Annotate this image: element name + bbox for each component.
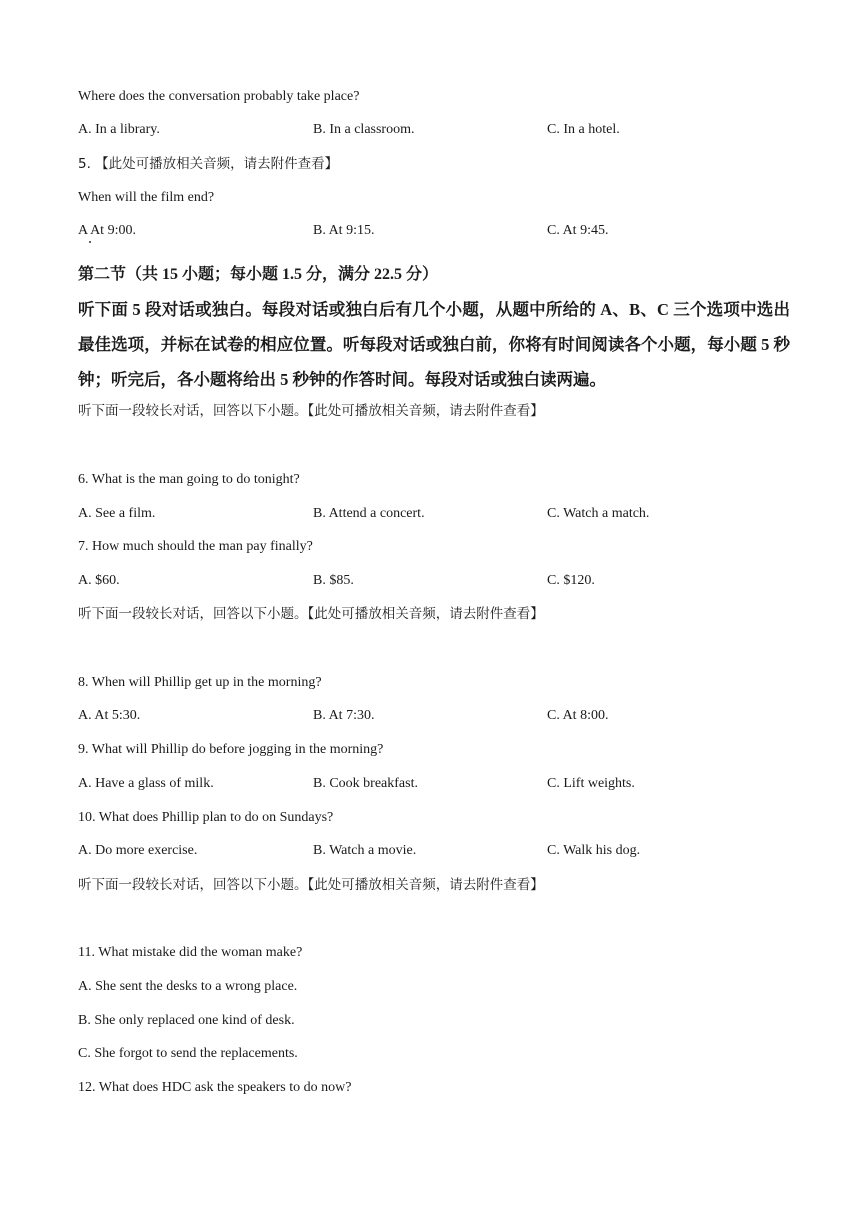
- q5-options: [78, 221, 778, 241]
- q7-question: 7. How much should the man pay finally?: [78, 539, 313, 554]
- q8-option-c: C. At 8:00.: [547, 708, 609, 723]
- q9-option-b: B. Cook breakfast.: [313, 776, 418, 791]
- q6-options: [78, 504, 778, 524]
- q10-options: [78, 841, 778, 861]
- q12-question: 12. What does HDC ask the speakers to do now?: [78, 1080, 352, 1095]
- q9-option-a: A. Have a glass of milk.: [78, 776, 214, 791]
- passage-1-listen-note: 听下面一段较长对话，回答以下小题。【此处可播放相关音频，请去附件查看】: [78, 403, 544, 419]
- q8-options: [78, 706, 778, 726]
- q5-option-a: A At 9:00.: [78, 223, 136, 238]
- q11-option-a: A. She sent the desks to a wrong place.: [78, 979, 298, 994]
- q6-question: 6. What is the man going to do tonight?: [78, 472, 300, 487]
- stray-dot-mark: [89, 241, 91, 243]
- q7-option-a: A. $60.: [78, 573, 120, 588]
- q4-option-a: A. In a library.: [78, 122, 160, 137]
- q7-option-b: B. $85.: [313, 573, 354, 588]
- q5-option-c: C. At 9:45.: [547, 223, 609, 238]
- passage-3-listen-note: 听下面一段较长对话，回答以下小题。【此处可播放相关音频，请去附件查看】: [78, 877, 544, 893]
- q10-question: 10. What does Phillip plan to do on Sundays?: [78, 810, 334, 825]
- q10-option-b: B. Watch a movie.: [313, 843, 417, 858]
- section-2-instructions: 听下面 5 段对话或独白。每段对话或独白后有几个小题，从题中所给的 A、B、C 三个选项中选出最佳选项，并标在试卷的相应位置。听每段对话或独白前，你将有时间阅读各个小题，每小题 5 秒钟；听完后，各小题将给出 5 秒钟的作答时间。每段对话或独白读两遍。: [78, 300, 790, 389]
- q5-option-b: B. At 9:15.: [313, 223, 375, 238]
- q9-question: 9. What will Phillip do before jogging in the morning?: [78, 742, 384, 757]
- q10-option-a: A. Do more exercise.: [78, 843, 198, 858]
- q6-option-b: B. Attend a concert.: [313, 506, 425, 521]
- q9-option-c: C. Lift weights.: [547, 776, 635, 791]
- section-2-title: 第二节（共 15 小题；每小题 1.5 分，满分 22.5 分）: [78, 266, 439, 283]
- q7-option-c: C. $120.: [547, 573, 595, 588]
- q4-option-b: B. In a classroom.: [313, 122, 415, 137]
- passage-2-listen-note: 听下面一段较长对话，回答以下小题。【此处可播放相关音频，请去附件查看】: [78, 606, 544, 622]
- q8-option-b: B. At 7:30.: [313, 708, 375, 723]
- q4-option-c: C. In a hotel.: [547, 122, 620, 137]
- q8-question: 8. When will Phillip get up in the morning?: [78, 675, 322, 690]
- q6-option-a: A. See a film.: [78, 506, 156, 521]
- q4-question: Where does the conversation probably take place?: [78, 89, 360, 104]
- q6-option-c: C. Watch a match.: [547, 506, 650, 521]
- q5-audio-note: 5. 【此处可播放相关音频，请去附件查看】: [78, 156, 339, 172]
- q11-option-b: B. She only replaced one kind of desk.: [78, 1013, 295, 1028]
- q11-question: 11. What mistake did the woman make?: [78, 945, 303, 960]
- q8-option-a: A. At 5:30.: [78, 708, 141, 723]
- q4-options: [78, 120, 778, 140]
- q5-question: When will the film end?: [78, 190, 215, 205]
- q7-options: [78, 571, 778, 591]
- q11-option-c: C. She forgot to send the replacements.: [78, 1046, 298, 1061]
- q10-option-c: C. Walk his dog.: [547, 843, 641, 858]
- q9-options: [78, 774, 778, 794]
